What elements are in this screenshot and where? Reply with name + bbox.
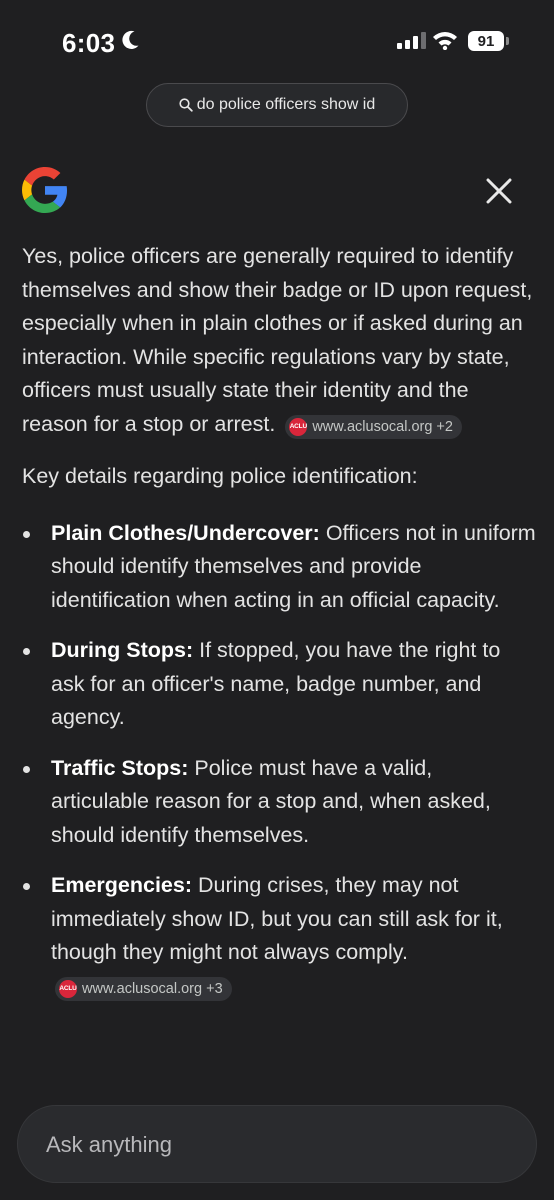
item-text: During crises, they may not immediately show ID, but you can still ask for it, though they might not always comply. [51, 873, 503, 964]
source-chip[interactable] [285, 415, 462, 439]
source-chip[interactable] [55, 977, 232, 1001]
list-item [22, 869, 536, 1003]
source-chip-label: www.aclusocal.org +3 [82, 980, 223, 997]
ai-answer [22, 240, 536, 1020]
item-text: Officers not in uniform should identify themselves and provide identification when acting in an official capacity. [51, 520, 536, 612]
wifi-icon [432, 30, 458, 55]
item-term: Emergencies: [51, 873, 193, 897]
answer-summary [22, 240, 536, 441]
close-button[interactable] [484, 176, 514, 211]
google-logo-icon [22, 167, 68, 218]
cellular-signal-icon [397, 32, 426, 49]
search-query-text: do police officers show id [196, 96, 376, 113]
item-term: During Stops: [51, 638, 194, 662]
answer-summary-text: Yes, police officers are generally required to identify themselves and show their badge or ID upon request, especially when in plain clothes or if asked during an interaction. While specific regulations vary by state, officers must usually state their identity and the reason for a stop or arrest. [22, 244, 533, 436]
item-text: Police must have a valid, articulable reason for a stop and, when asked, should identify themselves. [51, 755, 491, 847]
list-item [22, 634, 536, 735]
source-chip-label: www.aclusocal.org +2 [312, 418, 453, 435]
item-text: If stopped, you have the right to ask for an officer's name, badge number, and agency. [51, 638, 501, 729]
list-item [22, 517, 536, 618]
battery-tip [506, 37, 509, 45]
battery-level: 91 [477, 32, 495, 50]
item-term: Plain Clothes/Undercover: [51, 520, 320, 545]
search-icon [179, 98, 193, 112]
close-icon [484, 176, 514, 206]
moon-icon [122, 30, 140, 55]
status-time: 6:03 [62, 28, 116, 58]
search-query-pill[interactable] [146, 83, 408, 127]
aclu-logo-icon: ACLU [59, 980, 77, 998]
item-term: Traffic Stops: [51, 755, 189, 780]
answer-intro: Key details regarding police identification: [22, 464, 418, 488]
ask-anything-input[interactable] [46, 1128, 506, 1162]
status-bar [0, 0, 554, 84]
battery-icon [468, 31, 504, 51]
ask-bar [17, 1105, 537, 1183]
aclu-logo-icon: ACLU [289, 418, 307, 436]
list-item [22, 752, 536, 853]
answer-bullet-list [22, 517, 536, 1004]
